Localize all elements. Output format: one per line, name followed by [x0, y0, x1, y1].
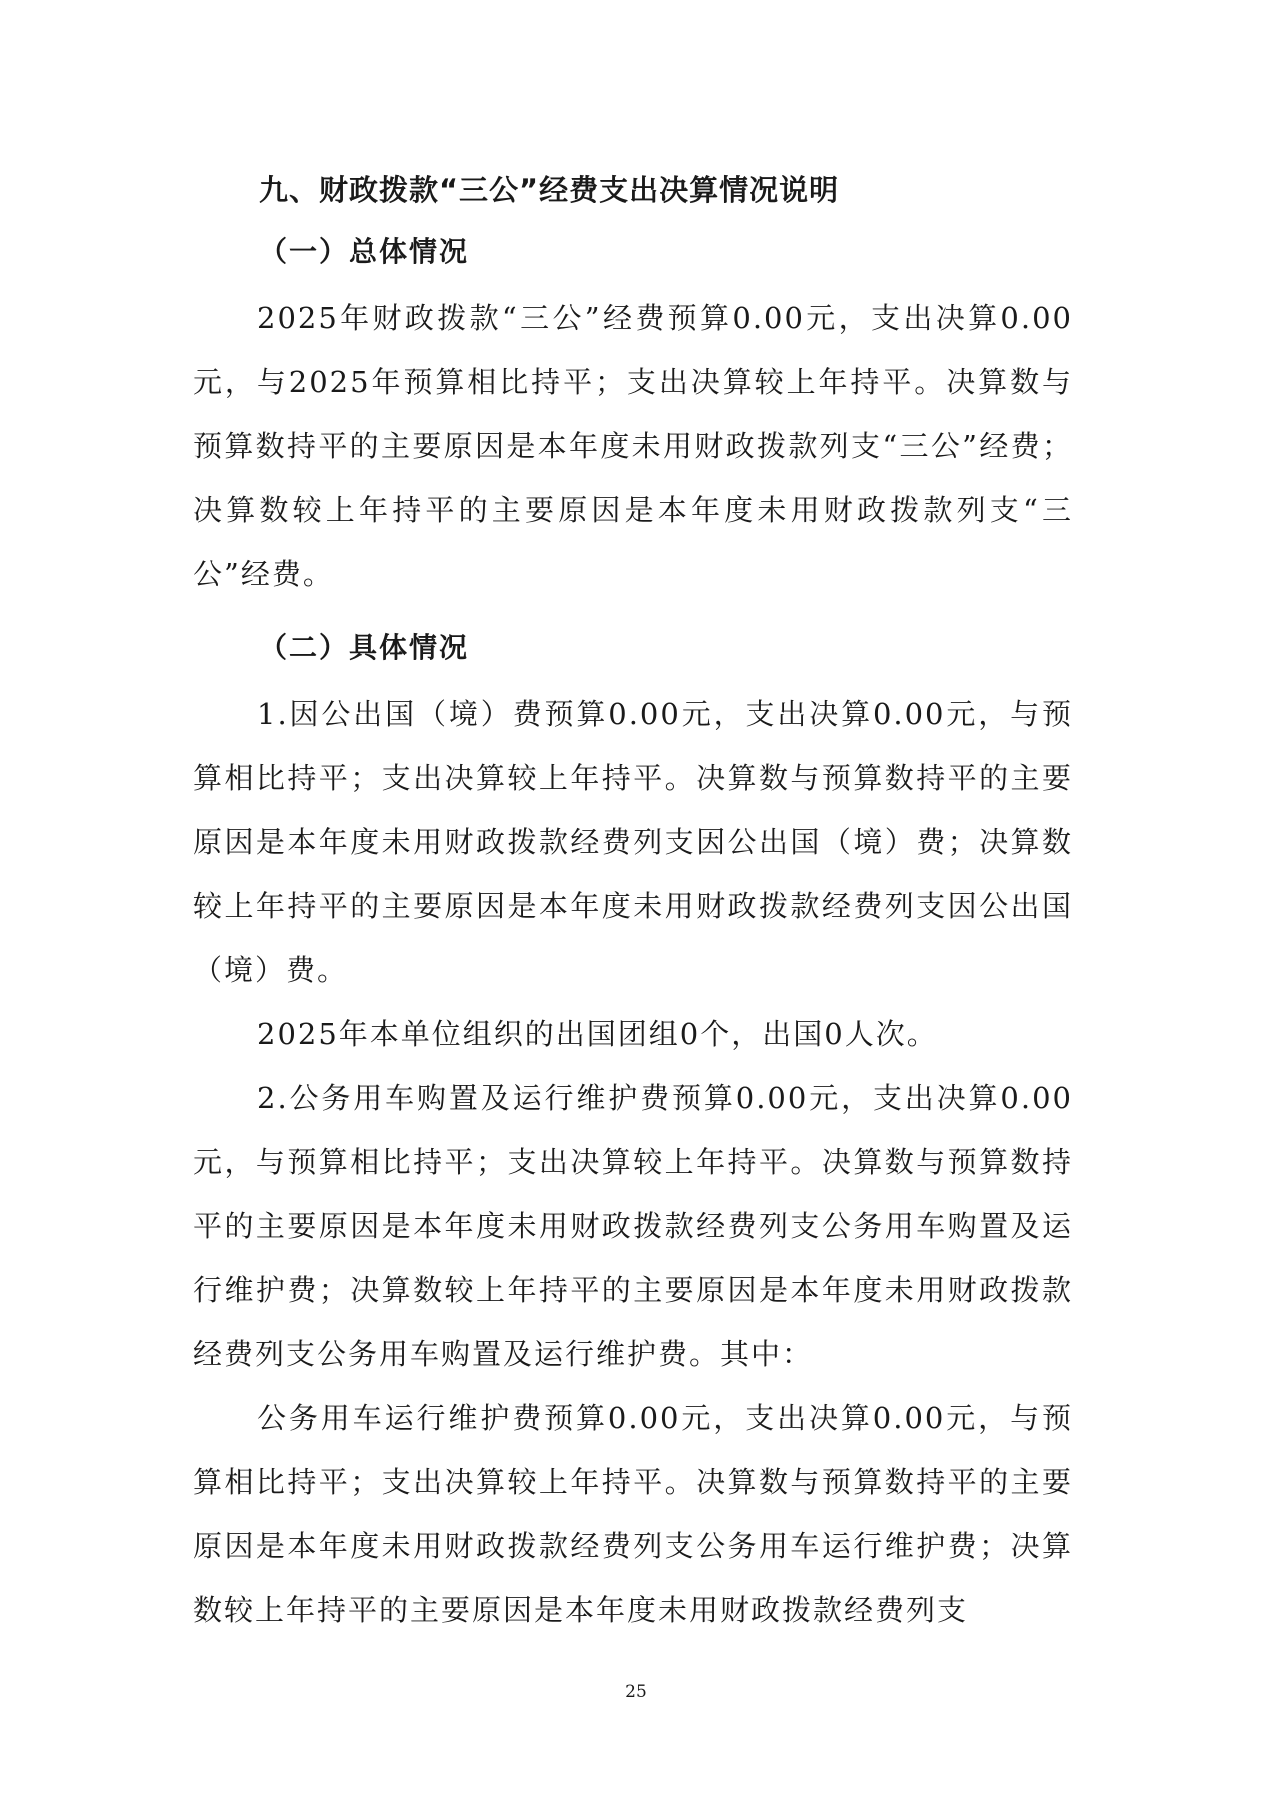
page-content	[193, 170, 1073, 1642]
section-title: 九、财政拨款“三公”经费支出决算情况说明	[259, 173, 840, 207]
specific-paragraph-outbound: 1.因公出国（境）费预算0.00元，支出决算0.00元，与预算相比持平；支出决算较上年持平。决算数与预算数持平的主要原因是本年度未用财政拨款经费列支因公出国（境）费；决算数较上年持平的主要原因是本年度未用财政拨款经费列支因公出国（境）费。	[193, 697, 1073, 987]
specific-paragraph-delegations: 2025年本单位组织的出国团组0个，出国0人次。	[257, 1017, 938, 1051]
overall-heading: （一）总体情况	[259, 235, 470, 268]
specific-paragraph-vehicle-maintenance: 公务用车运行维护费预算0.00元，支出决算0.00元，与预算相比持平；支出决算较上年持平。决算数与预算数持平的主要原因是本年度未用财政拨款经费列支公务用车运行维护费；决算数较上年持平的主要原因是本年度未用财政拨款经费列支	[193, 1401, 1073, 1627]
specific-paragraph-vehicles: 2.公务用车购置及运行维护费预算0.00元，支出决算0.00元，与预算相比持平；支出决算较上年持平。决算数与预算数持平的主要原因是本年度未用财政拨款经费列支公务用车购置及运行维护费；决算数较上年持平的主要原因是本年度未用财政拨款经费列支公务用车购置及运行维护费。其中：	[193, 1081, 1073, 1371]
overall-paragraph: 2025年财政拨款“三公”经费预算0.00元，支出决算0.00元，与2025年预算相比持平；支出决算较上年持平。决算数与预算数持平的主要原因是本年度未用财政拨款列支“三公”经费；决算数较上年持平的主要原因是本年度未用财政拨款列支“三公”经费。	[193, 301, 1073, 591]
specific-heading: （二）具体情况	[259, 631, 470, 664]
page-number: 25	[625, 1682, 647, 1702]
